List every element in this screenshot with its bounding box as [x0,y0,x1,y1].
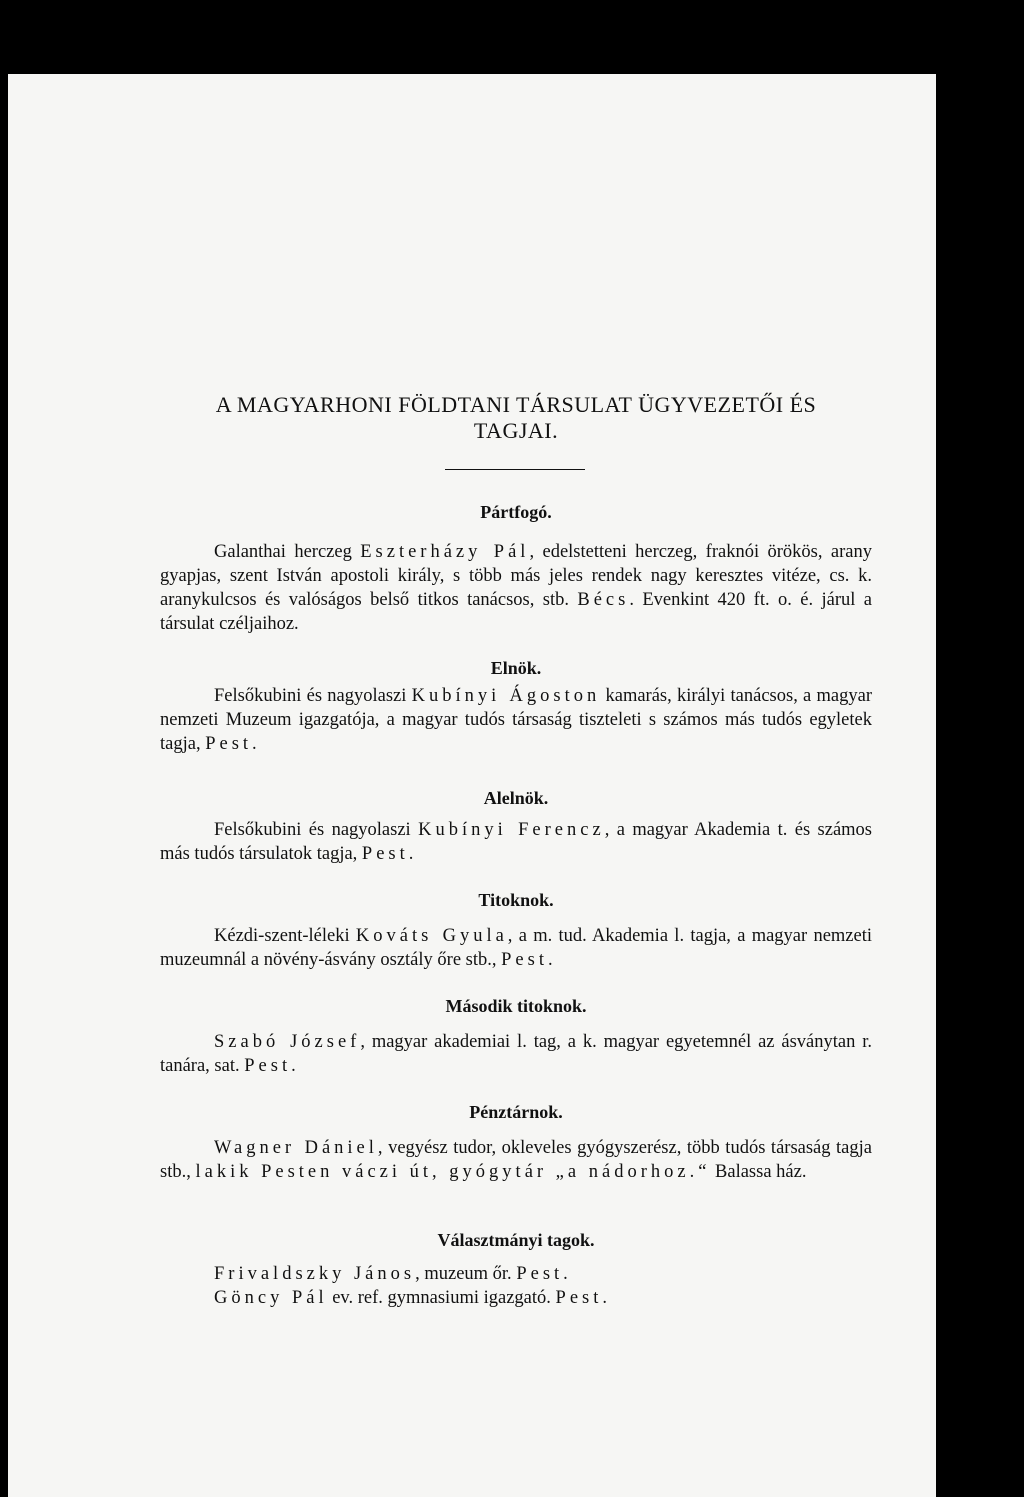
paragraph-partfogo [160,540,872,636]
text-span: ev. ref. gymnasiumi igazgató. [327,1288,556,1308]
member-entry [160,1262,872,1286]
city-name: Pest [244,1056,292,1076]
text-span: , vegyész tudor, okleveles gyógyszerész, több tudós társaság tagja stb., [160,1138,872,1182]
section-titoknok [160,924,872,972]
person-name: Frivaldszky János [214,1264,416,1284]
title-line-1: A MAGYARHONI FÖLDTANI TÁRSULAT ÜGYVEZETŐI ÉS [215,392,817,417]
city-name: Bécs [577,590,630,610]
text-span: . Evenkint 420 ft. o. é. járul a társulat czéljaihoz. [160,590,872,634]
title-line-2: TAGJAI. [473,418,559,443]
heading-valasztmanyi-tagok: Választmányi tagok. [437,1230,595,1250]
paragraph-penztarnok [160,1136,872,1184]
text-span: Felsőkubini és nagyolaszi [214,820,419,840]
text-span: . [408,844,414,864]
person-name: Kubínyi Ágoston [411,686,601,706]
person-name: Eszterházy Pál [360,542,530,562]
heading-alelnok: Alelnök. [483,788,549,808]
paragraph-alelnok [160,818,872,866]
person-name: Kováts Gyula [355,926,508,946]
section-alelnok [160,818,872,866]
text-span: , magyar akademiai l. tag, a k. magyar egyetemnél az ásványtan r. tanára, sat. [160,1032,872,1076]
text-span: Balassa ház. [710,1162,807,1182]
person-name: Szabó József [214,1032,361,1052]
member-entry [160,1286,872,1310]
city-name: Pest [516,1264,564,1284]
person-name: Wagner Dániel [214,1138,378,1158]
section-masodik-titoknok [160,1030,872,1078]
text-span: , a magyar Akademia t. és számos más tudós társulatok tagja, [160,820,873,864]
heading-masodik-titoknok: Második titoknok. [445,996,587,1016]
text-span: , a m. tud. Akademia l. tagja, a magyar nemzeti muzeumnál a növény-ásvány osztály őre stb., [160,926,873,970]
text-span: , muzeum őr. [415,1264,517,1284]
text-span: . [291,1056,296,1076]
heading-titoknok: Titoknok. [478,890,554,910]
address-text: lakik Pesten váczi út, gyógytár „a nádorhoz.“ [195,1162,711,1182]
text-span: kamarás, királyi tanácsos, a magyar nemzeti Muzeum igazgatója, a magyar tudós társaság tiszteleti s számos más tudós egyletek tagja, [160,686,872,754]
paragraph-titoknok [160,924,872,972]
scan-edge [936,76,950,1497]
city-name: Pest [205,734,253,754]
city-name: Pest [555,1288,603,1308]
text-span: Felsőkubini és nagyolaszi [214,686,412,706]
text-span: , edelstetteni herczeg, fraknói örökös, arany gyapjas, szent István apostoli király, s több más jeles rendek nagy keresztes vitéze, cs. k. aranykulcsos és valóságos belső titkos tanácsos, stb. [160,542,872,610]
city-name: Pest [361,844,409,864]
text-span: . [252,734,257,754]
text-span: Galanthai herczeg [214,542,361,562]
heading-elnok: Elnök. [490,658,542,678]
paragraph-elnok [160,684,872,756]
city-name: Pest [501,950,548,970]
person-name: Göncy Pál [214,1288,328,1308]
section-elnok [160,684,872,756]
text-span: Kézdi-szent-léleki [214,926,356,946]
person-name: Kubínyi Ferencz [418,820,605,840]
page-title [160,392,872,444]
section-partfogo [160,540,872,636]
heading-partfogo: Pártfogó. [480,502,552,522]
section-valasztmanyi-tagok [160,1262,872,1310]
paragraph-masodik-titoknok [160,1030,872,1078]
title-divider [445,469,585,470]
text-span: . [563,1264,568,1284]
section-penztarnok [160,1136,872,1184]
text-span: . [547,950,553,970]
text-span: . [602,1288,607,1308]
heading-penztarnok: Pénztárnok. [469,1102,563,1122]
